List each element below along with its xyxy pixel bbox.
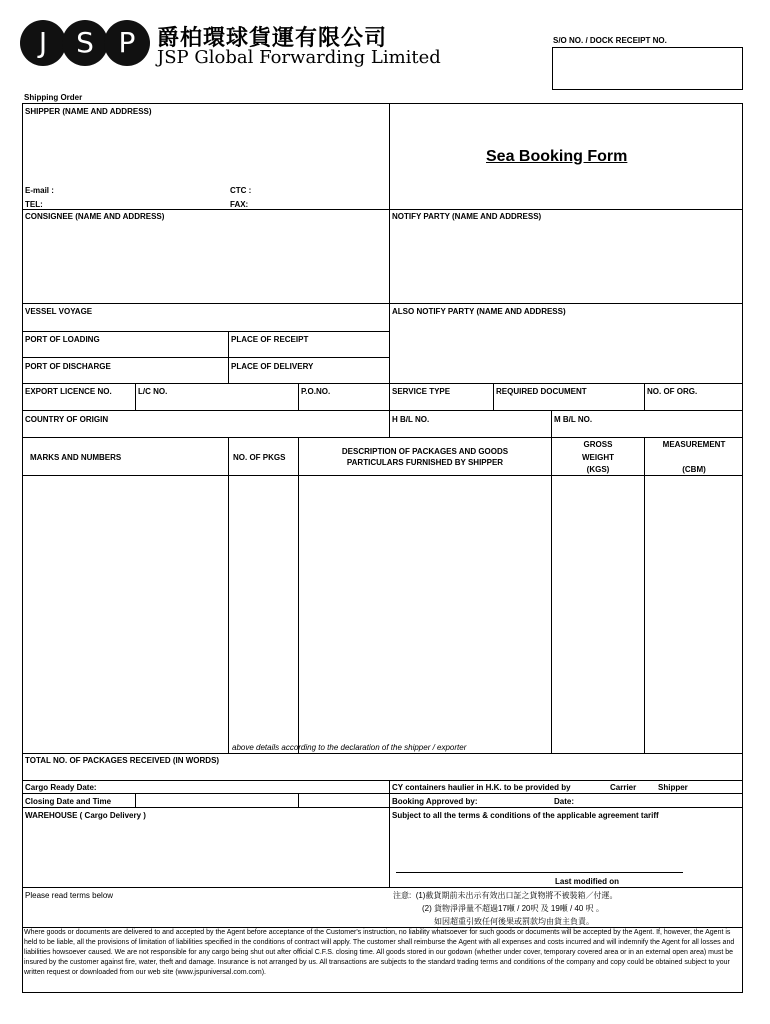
- gross-header-3: (KGS): [586, 465, 610, 474]
- service-type-label: SERVICE TYPE: [392, 387, 451, 396]
- warehouse-label: WAREHOUSE ( Cargo Delivery ): [25, 811, 146, 820]
- shipper-label: SHIPPER (NAME AND ADDRESS): [25, 107, 152, 116]
- gross-header-1: GROSS: [583, 440, 613, 449]
- ctc-label: CTC :: [230, 186, 252, 195]
- country-origin-label: COUNTRY OF ORIGIN: [25, 415, 109, 424]
- gross-weight-input[interactable]: [552, 476, 643, 752]
- no-pkgs-input[interactable]: [229, 476, 297, 742]
- declaration-note: above details according to the declaration of the shipper / exporter: [232, 743, 467, 752]
- no-pkgs-header: NO. OF PKGS: [233, 453, 286, 462]
- read-terms-label: Please read terms below: [25, 891, 114, 900]
- description-header-1: DESCRIPTION OF PACKAGES AND GOODS: [341, 447, 509, 456]
- closing-date-label: Closing Date and Time: [25, 797, 112, 806]
- notify-party-input[interactable]: [390, 224, 742, 302]
- place-receipt-label: PLACE OF RECEIPT: [231, 335, 309, 344]
- tel-label: TEL:: [25, 200, 43, 209]
- export-licence-label: EXPORT LICENCE NO.: [25, 387, 112, 396]
- cn-note-1: (1)截貨期前未出示有效出口証之貨物將不被裝箱／付運。: [415, 891, 618, 900]
- no-of-org-label: NO. OF ORG.: [647, 387, 698, 396]
- last-modified-label: Last modified on: [555, 877, 619, 886]
- fax-label: FAX:: [230, 200, 249, 209]
- cy-haulier-label: CY containers haulier in H.K. to be provided by: [392, 783, 571, 792]
- mbl-no-label: M B/L NO.: [554, 415, 593, 424]
- hbl-no-label: H B/L NO.: [392, 415, 430, 424]
- shipper-input[interactable]: [23, 118, 388, 182]
- closing-date-input[interactable]: [136, 794, 297, 806]
- marks-numbers-input[interactable]: [23, 476, 227, 752]
- gross-header-2: WEIGHT: [582, 453, 614, 462]
- cn-note-2: (2) 貨物淨淨量不超過17噸 / 20呎 及 19噸 / 40 呎 。: [422, 904, 604, 913]
- port-discharge-label: PORT OF DISCHARGE: [25, 362, 111, 371]
- form-title: Sea Booking Form: [486, 148, 628, 165]
- so-dock-input[interactable]: [552, 47, 743, 90]
- cn-note-3: 如因超重引致任何後果或罰款均由貨主負責。: [434, 917, 594, 926]
- signature-line: [396, 872, 683, 873]
- shipping-order-label: Shipping Order: [24, 93, 83, 102]
- so-dock-label: S/O NO. / DOCK RECEIPT NO.: [553, 36, 667, 45]
- logo-letter: J: [20, 20, 66, 66]
- required-document-label: REQUIRED DOCUMENT: [496, 387, 587, 396]
- date-label: Date:: [554, 797, 575, 806]
- consignee-input[interactable]: [23, 224, 388, 302]
- company-logo: [20, 20, 150, 66]
- cn-note-prefix: 注意:: [393, 891, 412, 900]
- place-delivery-label: PLACE OF DELIVERY: [231, 362, 314, 371]
- also-notify-label: ALSO NOTIFY PARTY (NAME AND ADDRESS): [392, 307, 566, 316]
- total-packages-input[interactable]: [23, 766, 742, 778]
- notify-party-label: NOTIFY PARTY (NAME AND ADDRESS): [392, 212, 542, 221]
- port-loading-label: PORT OF LOADING: [25, 335, 100, 344]
- terms-and-conditions: Where goods or documents are delivered to and accepted by the Agent before acceptance of the Customer's instruction, no liability whatsoever for such goods or documents will be accepted by the Agent. If, however, the Agent is held to be liable, all the provisions of limitation of liabilities specified in the conditions of contract will apply. The customer shall reimburse the Agent with all expenses and costs incurred and will indemnify the Agent for all losses and liabilities howsoever caused. We are not responsible for any cargo being shut out after official C.F.S. closing time. All goods stored in our godown (whether under cover, temporary covered area or in an external open area) must be insured by the customer against fire, water, theft and damage. Insurance is not arranged by us. All transactions are subjects to the standard trading terms and conditions of the company and copy could be obtained subject to your written request or downloaded from our web site (www.jspuniversal.com.com).: [24, 929, 735, 976]
- vessel-voyage-label: VESSEL VOYAGE: [25, 307, 93, 316]
- subject-terms-label: Subject to all the terms & conditions of the applicable agreement tariff: [392, 811, 659, 820]
- closing-time-input[interactable]: [299, 794, 388, 806]
- logo-letter: P: [104, 20, 150, 66]
- po-no-label: P.O.NO.: [301, 387, 331, 396]
- measurement-header-1: MEASUREMENT: [662, 440, 726, 449]
- total-packages-label: TOTAL NO. OF PACKAGES RECEIVED (IN WORDS): [25, 756, 220, 765]
- description-header-2: PARTICULARS FURNISHED BY SHIPPER: [346, 458, 504, 467]
- shipper-option[interactable]: Shipper: [658, 783, 688, 792]
- logo-letter: S: [62, 20, 108, 66]
- measurement-header-2: (CBM): [682, 465, 706, 474]
- consignee-label: CONSIGNEE (NAME AND ADDRESS): [25, 212, 165, 221]
- company-name-english: JSP Global Forwarding Limited: [157, 47, 441, 68]
- measurement-input[interactable]: [645, 476, 742, 752]
- warehouse-input[interactable]: [23, 822, 388, 886]
- marks-numbers-header: MARKS AND NUMBERS: [30, 453, 122, 462]
- email-label: E-mail :: [25, 186, 54, 195]
- company-name-chinese: 爵柏環球貨運有限公司: [157, 26, 388, 51]
- carrier-option[interactable]: Carrier: [610, 783, 637, 792]
- chinese-notes: [393, 889, 617, 928]
- booking-approved-label: Booking Approved by:: [392, 797, 478, 806]
- description-input[interactable]: [299, 476, 550, 742]
- cargo-ready-label: Cargo Ready Date:: [25, 783, 97, 792]
- lc-no-label: L/C NO.: [138, 387, 168, 396]
